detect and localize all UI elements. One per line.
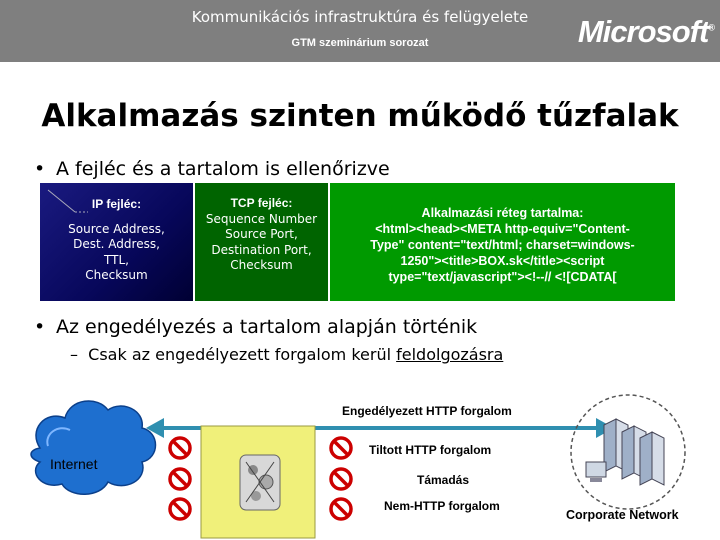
no-sign-icon — [331, 438, 351, 458]
sub-bullet-underlined: feldolgozásra — [396, 345, 504, 364]
sub-bullet-dash: – — [70, 345, 89, 364]
bullet-2-text: Az engedélyezés a tartalom alapján történik — [56, 316, 478, 338]
no-sign-icon — [331, 469, 351, 489]
non-http-label: Nem-HTTP forgalom — [384, 499, 500, 513]
app-content-line: Alkalmazási réteg tartalma: — [421, 206, 584, 220]
tcp-header-title: TCP fejléc: — [230, 196, 293, 210]
ip-header-line: TTL, — [104, 252, 129, 267]
tcp-header-line: Destination Port, — [211, 242, 312, 257]
server-icon — [640, 432, 664, 485]
no-sign-icon — [331, 499, 351, 519]
ip-header-line: Dest. Address, — [73, 237, 160, 251]
bullet-dot: • — [34, 316, 46, 338]
ip-header-title: IP fejléc: — [91, 197, 142, 211]
blocked-http-label: Tiltott HTTP forgalom — [369, 443, 492, 457]
app-content-line: 1250"><title>BOX.sk</title><script — [400, 254, 605, 268]
workstation-icon — [586, 462, 606, 482]
sub-bullet-text: Csak az engedélyezett forgalom kerül — [88, 345, 397, 364]
ip-header-line: Source Address, — [68, 221, 165, 236]
corporate-network-label: Corporate Network — [566, 508, 679, 522]
ip-box-corner-lines — [48, 190, 88, 212]
internet-cloud-icon — [31, 401, 156, 494]
app-content-line: Type" content="text/html; charset=windows- — [370, 238, 635, 252]
header-title: Kommunikációs infrastruktúra és felügyelete — [191, 8, 529, 26]
app-content-line: <html><head><META http-equiv="Content- — [375, 222, 630, 236]
no-sign-icon — [170, 499, 190, 519]
microsoft-logo: Microsoft® — [577, 14, 714, 49]
corporate-network-icon — [571, 395, 685, 509]
firewall-box — [201, 426, 315, 538]
no-sign-icon — [170, 469, 190, 489]
ip-header-line: Checksum — [85, 268, 148, 282]
tcp-header-line: Checksum — [230, 258, 293, 272]
no-sign-icon — [170, 438, 190, 458]
internet-label: Internet — [50, 456, 98, 472]
tcp-header-line: Source Port, — [225, 227, 298, 241]
app-content-line: type="text/javascript"><!--// <![CDATA[ — [388, 270, 617, 284]
header-subtitle: GTM szeminárium sorozat — [291, 37, 429, 49]
bullet-dot: • — [34, 158, 46, 180]
logo-text: Microsoft — [577, 14, 709, 49]
slide-title: Alkalmazás szinten működő tűzfalak — [41, 98, 679, 134]
allowed-traffic-label: Engedélyezett HTTP forgalom — [342, 404, 512, 418]
tcp-header-line: Sequence Number — [205, 211, 318, 226]
attack-label: Támadás — [417, 473, 470, 487]
bullet-1-text: A fejléc és a tartalom is ellenőrizve — [56, 158, 390, 180]
